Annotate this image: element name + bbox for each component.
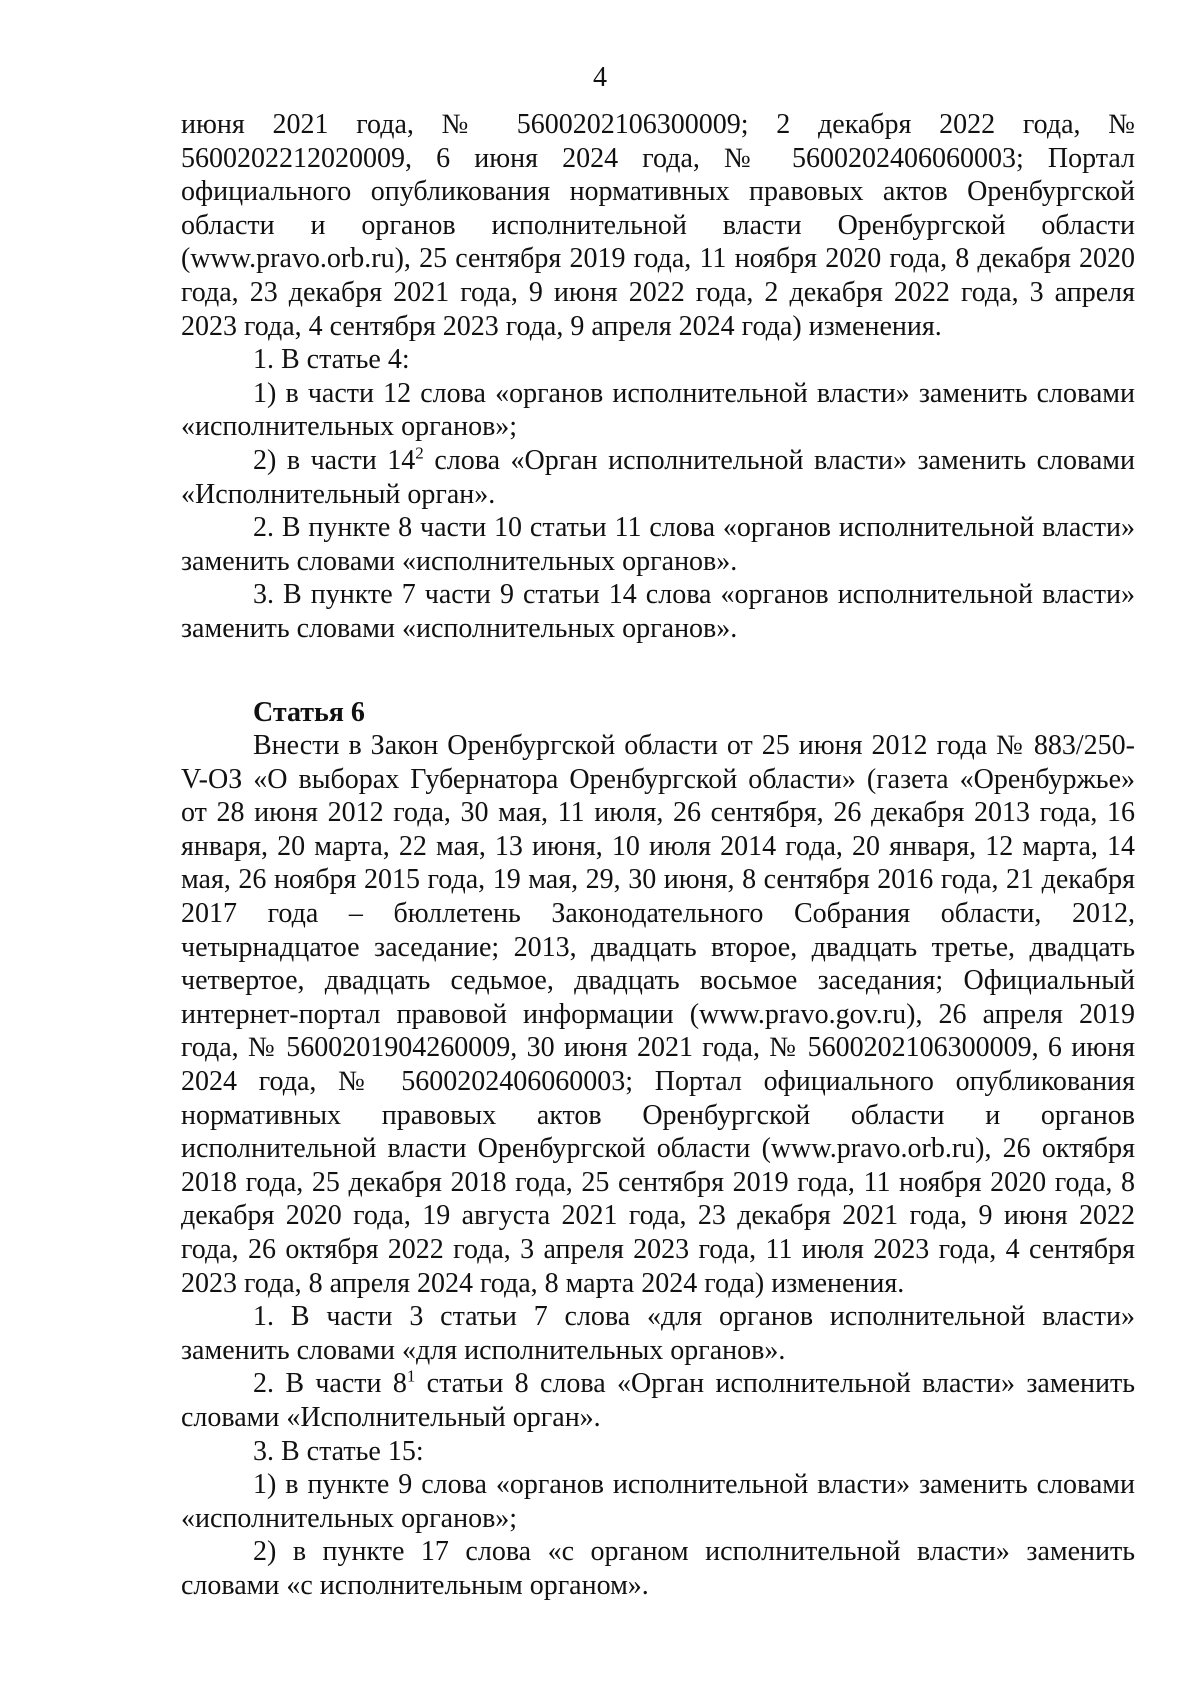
paragraph-text: статьи 8 слова «Орган исполнительной власти» заменить словами «Исполнительный орган». bbox=[181, 1368, 1135, 1433]
article-6-item-3-2: 2) в пункте 17 слова «с органом исполнительной власти» заменить словами «с исполнительным органом». bbox=[181, 1536, 1135, 1601]
section-gap bbox=[181, 646, 1135, 696]
paragraph-article-4-heading: 1. В статье 4: bbox=[253, 344, 410, 376]
article-6-item-1: 1. В части 3 статьи 7 слова «для органов исполнительной власти» заменить словами «для исполнительных органов». bbox=[181, 1301, 1135, 1366]
superscript: 2 bbox=[415, 443, 424, 463]
superscript: 1 bbox=[406, 1367, 416, 1387]
article-6-item-3-1: 1) в пункте 9 слова «органов исполнительной власти» заменить словами «исполнительных органов»; bbox=[181, 1469, 1135, 1534]
paragraph-article-4-item-2 bbox=[181, 444, 1135, 511]
paragraph-item-2: 2. В пункте 8 части 10 статьи 11 слова «органов исполнительной власти» заменить словами «исполнительных органов». bbox=[181, 512, 1135, 577]
article-6-item-2 bbox=[181, 1367, 1135, 1434]
article-6-heading: Статья 6 bbox=[253, 696, 365, 728]
page-number: 4 bbox=[593, 62, 607, 93]
paragraph-article-4-item-1: 1) в части 12 слова «органов исполнительной власти» заменить словами «исполнительных органов»; bbox=[181, 377, 1135, 443]
paragraph-text: слова «Орган исполнительной власти» заменить словами «Исполнительный орган». bbox=[181, 444, 1135, 510]
article-6-intro: Внести в Закон Оренбургской области от 25 июня 2012 года № 883/250-V-ОЗ «О выборах Губернатора Оренбургской области» (газета «Оренбуржье» от 28 июня 2012 года, 30 мая, 11 июля, 26 сентября, 26 декабря 2013 года, 16 января, 20 марта, 22 мая, 13 июня, 10 июля 2014 года, 20 января, 12 марта, 14 мая, 26 ноября 2015 года, 19 мая, 29, 30 июня, 8 сентября 2016 года, 21 декабря 2017 года – бюллетень Законодательного Собрания области, 2012, четырнадцатое заседание; 2013, двадцать второе, двадцать третье, двадцать четвертое, двадцать седьмое, двадцать восьмое заседания; Официальный интернет-портал правовой информации (www.pravo.gov.ru), 26 апреля 2019 года, № 5600201904260009, 30 июня 2021 года, № 5600202106300009, 6 июня 2024 года, № 5600202406060003; Портал официального опубликования нормативных правовых актов Оренбургской области и органов исполнительной власти Оренбургской области (www.pravo.orb.ru), 26 октября 2018 года, 25 декабря 2018 года, 25 сентября 2019 года, 11 ноября 2020 года, 8 декабря 2020 года, 19 августа 2021 года, 23 декабря 2021 года, 9 июня 2022 года, 26 октября 2022 года, 3 апреля 2023 года, 11 июля 2023 года, 4 сентября 2023 года, 8 апреля 2024 года, 8 марта 2024 года) изменения. bbox=[181, 730, 1135, 1299]
article-6-item-3: 3. В статье 15: bbox=[253, 1435, 424, 1467]
document-body bbox=[181, 108, 1135, 1603]
paragraph-text: 2. В части 8 bbox=[253, 1368, 407, 1400]
paragraph-text: 2) в части 14 bbox=[253, 444, 416, 476]
paragraph-item-3: 3. В пункте 7 части 9 статьи 14 слова «органов исполнительной власти» заменить словами «исполнительных органов». bbox=[181, 579, 1135, 644]
paragraph-continuation: июня 2021 года, № 5600202106300009; 2 декабря 2022 года, № 5600202212020009, 6 июня 2024 года, № 5600202406060003; Портал официального опубликования нормативных правовых актов Оренбургской области и органов исполнительной власти Оренбургской области (www.pravo.orb.ru), 25 сентября 2019 года, 11 ноября 2020 года, 8 декабря 2020 года, 23 декабря 2021 года, 9 июня 2022 года, 2 декабря 2022 года, 3 апреля 2023 года, 4 сентября 2023 года, 9 апреля 2024 года) изменения. bbox=[181, 109, 1135, 342]
